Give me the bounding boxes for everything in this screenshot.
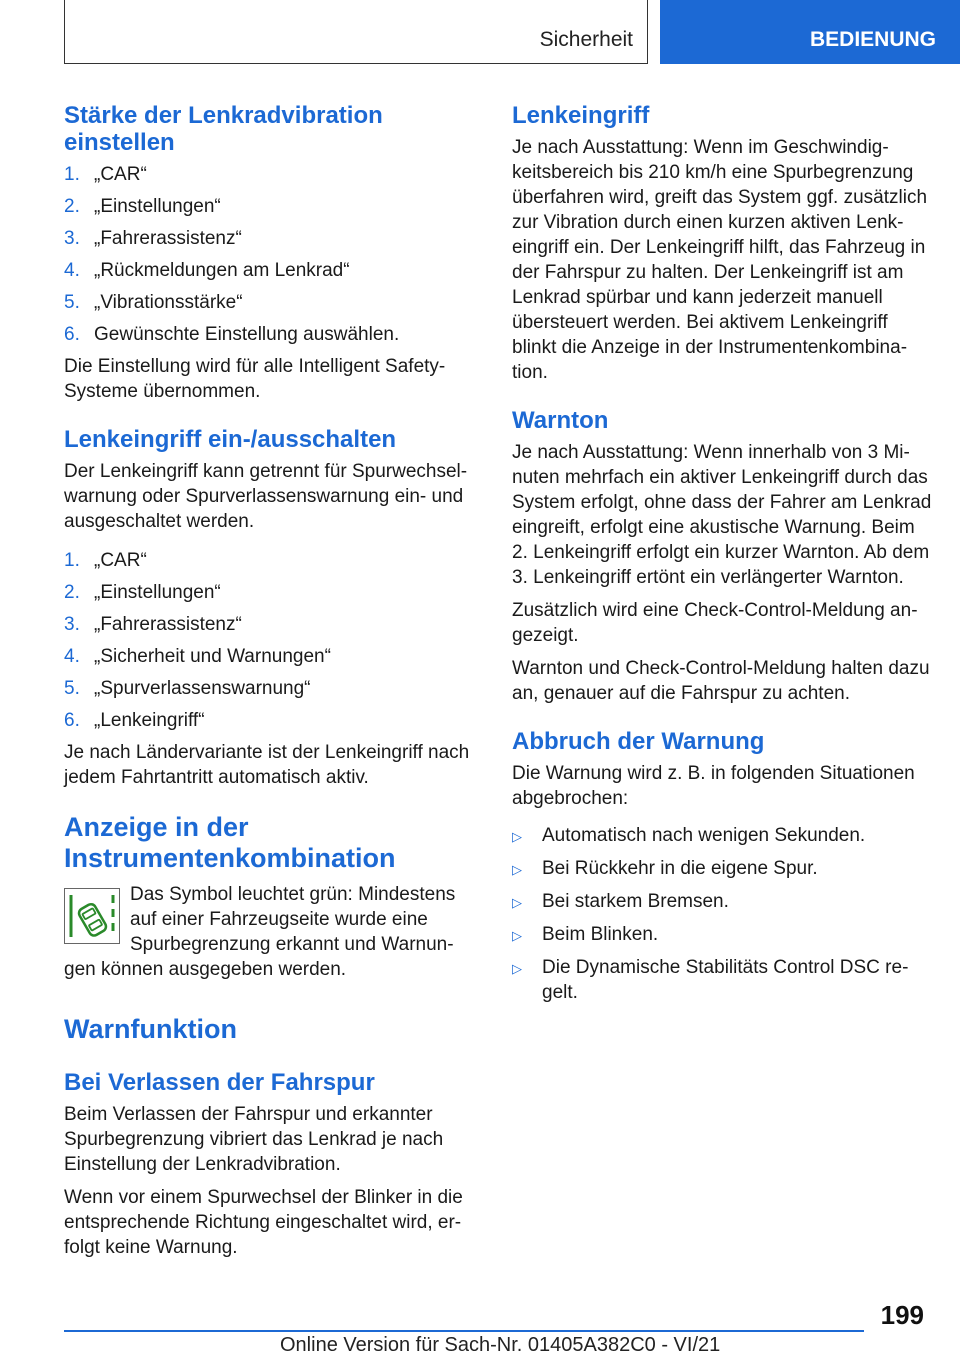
page-number: 199 (880, 1300, 924, 1330)
steps-steering-toggle (64, 548, 476, 733)
list-item: 1. „CAR“ (64, 550, 147, 571)
paragraph-display: Das Symbol leuchtet grün: Mindestens auf einer Fahrzeugseite wurde eine Spurbegrenzung erkannt und Warnungen können ausgegeben werden. (64, 884, 456, 980)
list-item: 5. „Spurverlassenswarnung“ (64, 678, 311, 699)
list-item: 6. Gewünschte Einstellung auswählen. (64, 324, 400, 345)
bullet-triangle-icon: ▷ (512, 961, 522, 976)
list-item: ▷ Bei Rückkehr in die eigene Spur. (512, 856, 932, 882)
paragraph-warning-tone-3: Warnton und Check-Control-Meldung halten dazu an, genauer auf die Fahrspur zu achten. (512, 658, 930, 704)
paragraph-steering-toggle: Der Lenkeingriff kann getrennt für Spurwechselwarnung oder Spurverlassenswarnung ein- und ausgeschaltet werden. (64, 461, 468, 532)
list-item: 2. „Einstellungen“ (64, 582, 221, 603)
heading-display: Anzeige in der Instrumentenkombination (64, 812, 396, 873)
list-item: 1. „CAR“ (64, 164, 147, 185)
right-column (512, 102, 932, 1012)
heading-abort-warning: Abbruch der Warnung (512, 728, 765, 755)
heading-vibration-strength: Stärke der Lenkradvibration einstellen (64, 102, 383, 156)
paragraph-leaving-lane-2: Wenn vor einem Spurwechsel der Blinker in die entsprechende Richtung eingeschaltet wird, erfolgt keine Warnung. (64, 1187, 463, 1258)
abort-situations-list (512, 823, 932, 1005)
list-item: 4. „Rückmeldungen am Lenkrad“ (64, 260, 350, 281)
footer-rule (64, 1330, 864, 1332)
list-item: 3. „Fahrerassistenz“ (64, 614, 242, 635)
symbol-block (64, 882, 476, 982)
bullet-triangle-icon: ▷ (512, 829, 522, 844)
list-item: 3. „Fahrerassistenz“ (64, 228, 242, 249)
heading-leaving-lane: Bei Verlassen der Fahrspur (64, 1069, 375, 1096)
lane-departure-car-icon (64, 888, 120, 944)
paragraph-abort-warning: Die Warnung wird z. B. in folgenden Situationen abgebrochen: (512, 763, 915, 809)
list-item: ▷ Bei starkem Bremsen. (512, 889, 932, 915)
header-frame (64, 0, 648, 64)
paragraph-country-variant: Je nach Ländervariante ist der Lenkeingriff nach jedem Fahrtantritt automatisch aktiv. (64, 742, 470, 788)
paragraph-leaving-lane-1: Beim Verlassen der Fahrspur und erkannter Spurbegrenzung vibriert das Lenkrad je nach Einstellung der Lenkradvibration. (64, 1104, 444, 1175)
list-item: ▷ Beim Blinken. (512, 922, 932, 948)
bullet-triangle-icon: ▷ (512, 928, 522, 943)
list-item: 2. „Einstellungen“ (64, 196, 221, 217)
list-item: 5. „Vibrationsstärke“ (64, 292, 243, 313)
list-item: 4. „Sicherheit und Warnungen“ (64, 646, 331, 667)
paragraph-warning-tone-2: Zusätzlich wird eine Check-Control-Meldung angezeigt. (512, 600, 918, 646)
heading-warning-function: Warnfunktion (64, 1014, 237, 1044)
bullet-triangle-icon: ▷ (512, 862, 522, 877)
heading-steering-intervention: Lenkeingriff (512, 102, 650, 129)
list-item: ▷ Automatisch nach wenigen Sekunden. (512, 823, 932, 849)
paragraph-vibration-note: Die Einstellung wird für alle Intelligent Safety-Systeme übernommen. (64, 356, 446, 402)
chapter-tab: BEDIENUNG (660, 0, 960, 64)
heading-warning-tone: Warnton (512, 407, 609, 434)
heading-steering-toggle: Lenkeingriff ein-/ausschalten (64, 426, 397, 453)
paragraph-warning-tone-1: Je nach Ausstattung: Wenn innerhalb von 3 Minuten mehrfach ein aktiver Lenkeingriff durch das System erfolgt, ohne dass der Fahrer am Lenkrad eingreift, erfolgt eine akustische Warnung. Beim 2. Lenkeingriff erfolgt ein kurzer Warnton. Ab dem 3. Lenkeingriff ertönt ein verlängerter Warnton. (512, 442, 932, 588)
list-item: ▷ Die Dynamische Stabilitäts Control DSC regelt. (512, 957, 909, 1003)
footer-version: Online Version für Sach-Nr. 01405A382C0 - VI/21 (280, 1334, 721, 1356)
list-item: 6. „Lenkeingriff“ (64, 710, 205, 731)
steps-vibration (64, 162, 476, 347)
paragraph-steering-intervention: Je nach Ausstattung: Wenn im Geschwindigkeitsbereich bis 210 km/h eine Spurbegrenzung überfahren wird, greift das System ggf. zusätzlich zur Vibration durch einen kurzen aktiven Lenkeingriff ein. Der Lenkeingriff hilft, das Fahrzeug in der Fahrspur zu halten. Der Lenkeingriff ist am Lenkrad spürbar und kann jederzeit manuell übersteuert werden. Bei aktivem Lenkeingriff blinkt die Anzeige in der Instrumentenkombination. (512, 137, 928, 383)
section-title: Sicherheit (539, 28, 633, 51)
bullet-triangle-icon: ▷ (512, 895, 522, 910)
left-column (64, 102, 476, 1268)
